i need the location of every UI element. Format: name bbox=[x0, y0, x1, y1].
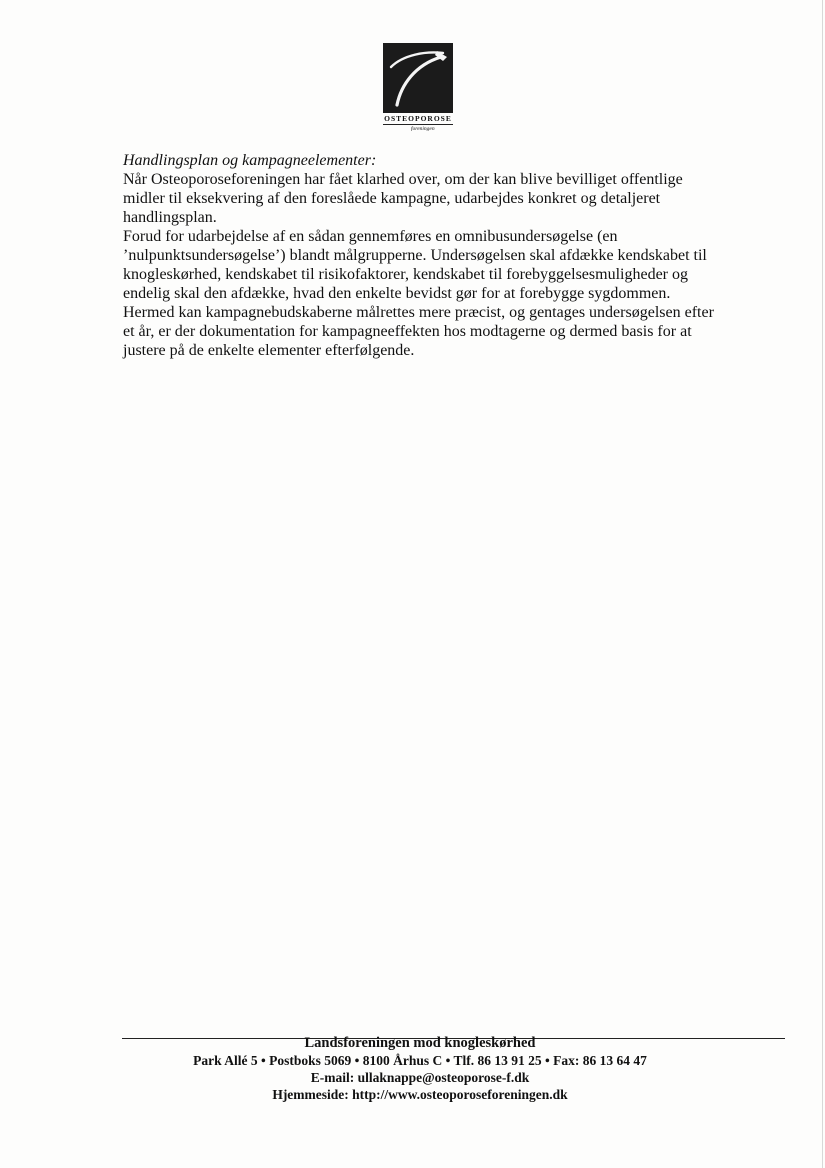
footer-email: E-mail: ullaknappe@osteoporose-f.dk bbox=[310, 1070, 530, 1085]
document-body bbox=[123, 151, 718, 360]
footer-website: Hjemmeside: http://www.osteoporoseforeningen.dk bbox=[272, 1087, 568, 1102]
hammer-swoosh-icon bbox=[383, 43, 453, 113]
paragraph-2: Forud for udarbejdelse af en sådan gennemføres en omnibusundersøgelse (en ’nulpunktsundersøgelse’) blandt målgrupperne. Undersøgelsen skal afdække kendskabet til knogleskørhed, kendskabet til risikofaktorer, kendskabet til forebyggelsesmuligheder og endelig skal den afdække, hvad den enkelte bevidst gør for at forebygge sygdommen. Hermed kan kampagnebudskaberne målrettes mere præcist, og gentages undersøgelsen efter et år, er der dokumentation for kampagneeffekten hos modtagerne og dermed basis for at justere på de enkelte elementer efterfølgende. bbox=[123, 228, 714, 359]
paragraph-1: Når Osteoporoseforeningen har fået klarhed over, om der kan blive bevilliget offentlige midler til eksekvering af den foreslåede kampagne, udarbejdes konkret og detaljeret handlingsplan. bbox=[123, 171, 683, 226]
logo-name: OSTEOPOROSE bbox=[384, 114, 452, 123]
logo-subtitle: foreningen bbox=[411, 126, 435, 132]
footer-organization: Landsforeningen mod knogleskørhed bbox=[304, 1035, 536, 1051]
section-heading: Handlingsplan og kampagneelementer: bbox=[123, 152, 377, 169]
logo bbox=[383, 43, 453, 133]
page-edge bbox=[822, 0, 823, 1168]
footer bbox=[140, 1035, 700, 1103]
footer-address: Park Allé 5 • Postboks 5069 • 8100 Århus C • Tlf. 86 13 91 25 • Fax: 86 13 64 47 bbox=[193, 1053, 647, 1068]
